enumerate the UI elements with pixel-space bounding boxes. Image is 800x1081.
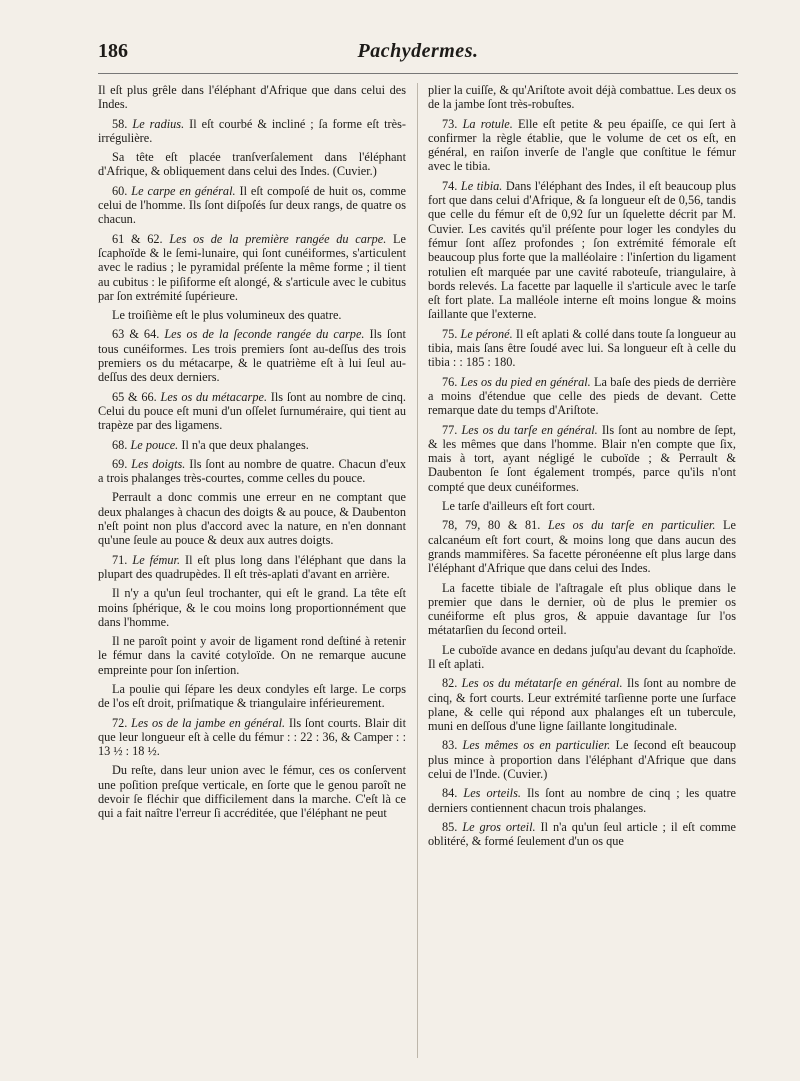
section-heading: Le tibia. [460,178,503,193]
paragraph-text: La poulie qui ſépare les deux condyles eſt large. Le corps de l'os eſt droit, priſmatique & triangulaire inférieurement. [98,681,406,711]
section-heading: Les mêmes os en particulier. [462,738,611,753]
paragraph [98,308,406,322]
section-number: 77. [442,422,458,437]
paragraph-text: Ils ſont au nombre de cinq ; les quatre derniers contiennent chacun trois phalanges. [428,786,736,815]
section-number: 69. [112,456,128,471]
paragraph-text: Ils ſont tous cunéiformes. Les trois premiers ſont au-deſſus des trois premiers os du métacarpe, & le quatrième eſt à lui ſeul au-deſſus des deux derniers. [98,327,406,385]
paragraph-text: Le troiſième eſt le plus volumineux des quatre. [112,308,342,323]
page-header [98,40,738,70]
paragraph-text: Le calcanéum eſt fort court, & moins long que dans aucun des grands mammifères. Sa facette péronéenne eſt plus large dans l'éléphant d'Afrique que dans celui des Indes. [428,518,736,576]
section-number: 63 & 64. [112,327,160,342]
paragraph [428,518,736,575]
paragraph [98,438,406,452]
paragraph [98,83,406,112]
paragraph-text: Ils ſont au nombre de cinq. Celui du pouce eſt muni d'un oſſelet ſurnuméraire, qui tient au trapèze par des ligamens. [98,389,406,433]
paragraph [98,457,406,486]
paragraph [98,150,406,179]
section-number: 82. [442,676,458,691]
section-number: 58. [112,116,128,131]
paragraph-text: Il ne paroît point y avoir de ligament rond deſtiné à retenir le fémur dans la cavité cotyloïde. On ne remarque aucune empreinte pour ſon inſertion. [98,634,406,677]
paragraph [428,676,736,733]
paragraph-text: Il n'y a qu'un ſeul trochanter, qui eſt le grand. La tête eſt moins ſphérique, & le cou moins long proportionnément que dans l'homme. [98,586,406,629]
paragraph [428,179,736,322]
section-number: 75. [442,326,458,341]
paragraph-text: Il eſt courbé & incliné ; ſa forme eſt très-irrégulière. [98,116,406,145]
paragraph-text: La baſe des pieds de derrière a moins d'étendue que celle des pieds de devant. Cette remarque date du temps d'Ariſtote. [428,374,736,418]
paragraph [98,634,406,677]
section-heading: Les os du métacarpe. [160,389,268,404]
section-number: 68. [112,437,128,452]
section-heading: Les os de la jambe en général. [131,715,286,730]
section-heading: Le fémur. [132,552,181,567]
paragraph [428,499,736,513]
section-heading: Les os du tarſe en général. [461,422,598,437]
paragraph [428,375,736,418]
section-heading: Le radius. [132,116,185,131]
section-heading: Le gros orteil. [462,819,536,834]
paragraph-text: Le tarſe d'ailleurs eſt fort court. [442,499,596,514]
paragraph [98,117,406,146]
paragraph [98,327,406,384]
column-divider [417,83,418,1058]
paragraph [98,490,406,547]
paragraph [428,738,736,781]
paragraph [428,83,736,112]
paragraph [98,682,406,711]
paragraph-text: Il n'a qu'un ſeul article ; il eſt comme oblitéré, & formé ſeulement d'un os que [428,819,736,849]
paragraph-text: Le ſecond eſt beaucoup plus mince à proportion dans l'éléphant d'Afrique que dans celui de l'Inde. (Cuvier.) [428,738,736,782]
paragraph-text: Il eſt plus long dans l'éléphant que dans la plupart des quadrupèdes. Il eſt très-aplati d'avant en arrière. [98,552,406,581]
paragraph [98,586,406,629]
paragraph-text: plier la cuiſſe, & qu'Ariſtote avoit déjà combattue. Les deux os de la jambe ſont très-robuſtes. [428,83,736,112]
paragraph [428,581,736,638]
section-number: 76. [442,374,458,389]
section-number: 61 & 62. [112,231,163,246]
paragraph [428,117,736,174]
paragraph [428,643,736,672]
section-number: 83. [442,738,458,753]
section-number: 73. [442,116,458,131]
section-heading: Les os du métatarſe en général. [461,676,623,691]
paragraph-text: Du reſte, dans leur union avec le fémur, ces os conſervent une poſition preſque verticale, en ſorte que le genou paroît ne devoir ſe fléchir que difficilement dans la marche. C'eſt là ce qui a fait naître l'erreur ſi accréditée, que l'éléphant ne peut [98,763,406,821]
paragraph-text: Il eſt plus grêle dans l'éléphant d'Afrique que dans celui des Indes. [98,83,406,112]
section-number: 65 & 66. [112,389,157,404]
running-title: Pachydermes. [357,40,479,62]
paragraph-text: Perrault a donc commis une erreur en ne comptant que deux phalanges à chacun des doigts & au pouce, & Daubenton n'eſt point non plus d'accord avec la nature, en n'en donnant qu'une ſeule au pouce & deux aux autres doigts. [98,490,406,548]
paragraph [428,327,736,370]
paragraph-text: Le cuboïde avance en dedans juſqu'au devant du ſcaphoïde. Il eſt aplati. [428,642,736,671]
paragraph-text: Il eſt aplati & collé dans toute ſa longueur au tibia, mais ſans être ſoudé avec lui. Sa longueur eſt à celle du tibia : : 185 : 180. [428,326,736,370]
paragraph [98,763,406,820]
paragraph-text: Ils ſont au nombre de cinq, & fort courts. Leur extrémité tarſienne porte une ſurface plane, & celle qui répond aux phalanges eſt un tubercule, muni en deſſous d'une ligne ſaillante longitudinale. [428,676,736,734]
paragraph-text: Ils ſont au nombre de quatre. Chacun d'eux a trois phalanges très-courtes, comme celles du pouce. [98,456,406,486]
section-number: 84. [442,786,458,801]
paragraph [98,232,406,303]
section-heading: Les orteils. [463,786,521,801]
section-heading: Le péroné. [460,326,513,341]
paragraph [428,423,736,494]
header-rule [98,73,738,74]
section-number: 60. [112,183,128,198]
section-heading: Le pouce. [130,437,179,452]
paragraph-text: Il eſt compoſé de huit os, comme celui de l'homme. Ils ſont diſpoſés ſur deux rangs, de quatre os chacun. [98,183,406,227]
paragraph [98,553,406,582]
paragraph-text: Le ſcaphoïde & le ſemi-lunaire, qui ſont cunéiformes, s'articulent avec le radius ; le pyramidal préſente la même forme ; il tient au cubitus : le piſiforme eſt alongé, & s'articule avec le cubitus par ſon extrémité ſupérieure. [98,231,406,303]
paragraph-text: Ils ſont au nombre de ſept, & les mêmes que dans l'homme. Blair n'en compte que ſix, mais à tort, ayant négligé le cuboïde ; & Perrault & Daubenton ſe ſont également trompés, parce qu'ils n'ont compté que deux cunéiformes. [428,422,736,494]
section-number: 78, 79, 80 & 81. [442,518,541,533]
paragraph-text: Sa tête eſt placée tranſverſalement dans l'éléphant d'Afrique, & obliquement dans celui des Indes. (Cuvier.) [98,150,406,179]
page-number: 186 [98,40,128,62]
paragraph [98,390,406,433]
paragraph [428,786,736,815]
paragraph-text: Elle eſt petite & peu épaiſſe, ce qui ſert à confirmer la règle établie, que le volume de cet os eſt, en général, en raiſon inverſe de l'angle que conſtitue le fémur avec le tibia. [428,116,736,174]
section-heading: Les os de la ſeconde rangée du carpe. [164,327,365,342]
paragraph-text: Il n'a que deux phalanges. [181,437,309,452]
paragraph-text: La facette tibiale de l'aſtragale eſt plus oblique dans le premier que dans le dernier, où de plus le premier os cunéiforme eſt plus gros, & appuie davantage ſur l'os métatarſien du ſecond orteil. [428,580,736,638]
section-heading: Les doigts. [131,456,186,471]
section-heading: Les os du tarſe en particulier. [547,518,716,533]
section-heading: Le carpe en général. [131,183,236,198]
section-number: 72. [112,715,128,730]
section-number: 71. [112,552,128,567]
paragraph [98,716,406,759]
section-number: 85. [442,819,458,834]
section-heading: Les os de la première rangée du carpe. [169,231,387,246]
section-heading: Les os du pied en général. [460,374,591,389]
section-number: 74. [442,178,458,193]
paragraph [98,184,406,227]
paragraph-text: Ils ſont courts. Blair dit que leur longueur eſt à celle du fémur : : 22 : 36, & Camper : : 13 ½ : 18 ½. [98,715,406,759]
section-heading: La rotule. [462,116,513,131]
right-text-column [428,83,736,1058]
paragraph [428,820,736,849]
paragraph-text: Dans l'éléphant des Indes, il eſt beaucoup plus fort que dans celui d'Afrique, & ſa longueur eſt de 0,56, tandis que celle du fémur eſt de 0,92 ſur un ſquelette décrit par M. Cuvier. Les cavités qu'il préſente pour loger les condyles du fémur ſont aſſez profondes ; ſon extrémité fémorale eſt beaucoup plus forte que la malléolaire : l'inſertion du ligament rotulien eſt marquée par une cavité raboteuſe, triangulaire, à bords relevés. La facette par laquelle il s'articule avec le tarſe eſt fort plate. La malléole interne eſt moins longue & moins ſaillante que l'externe. [428,178,736,322]
left-text-column [98,83,406,1058]
